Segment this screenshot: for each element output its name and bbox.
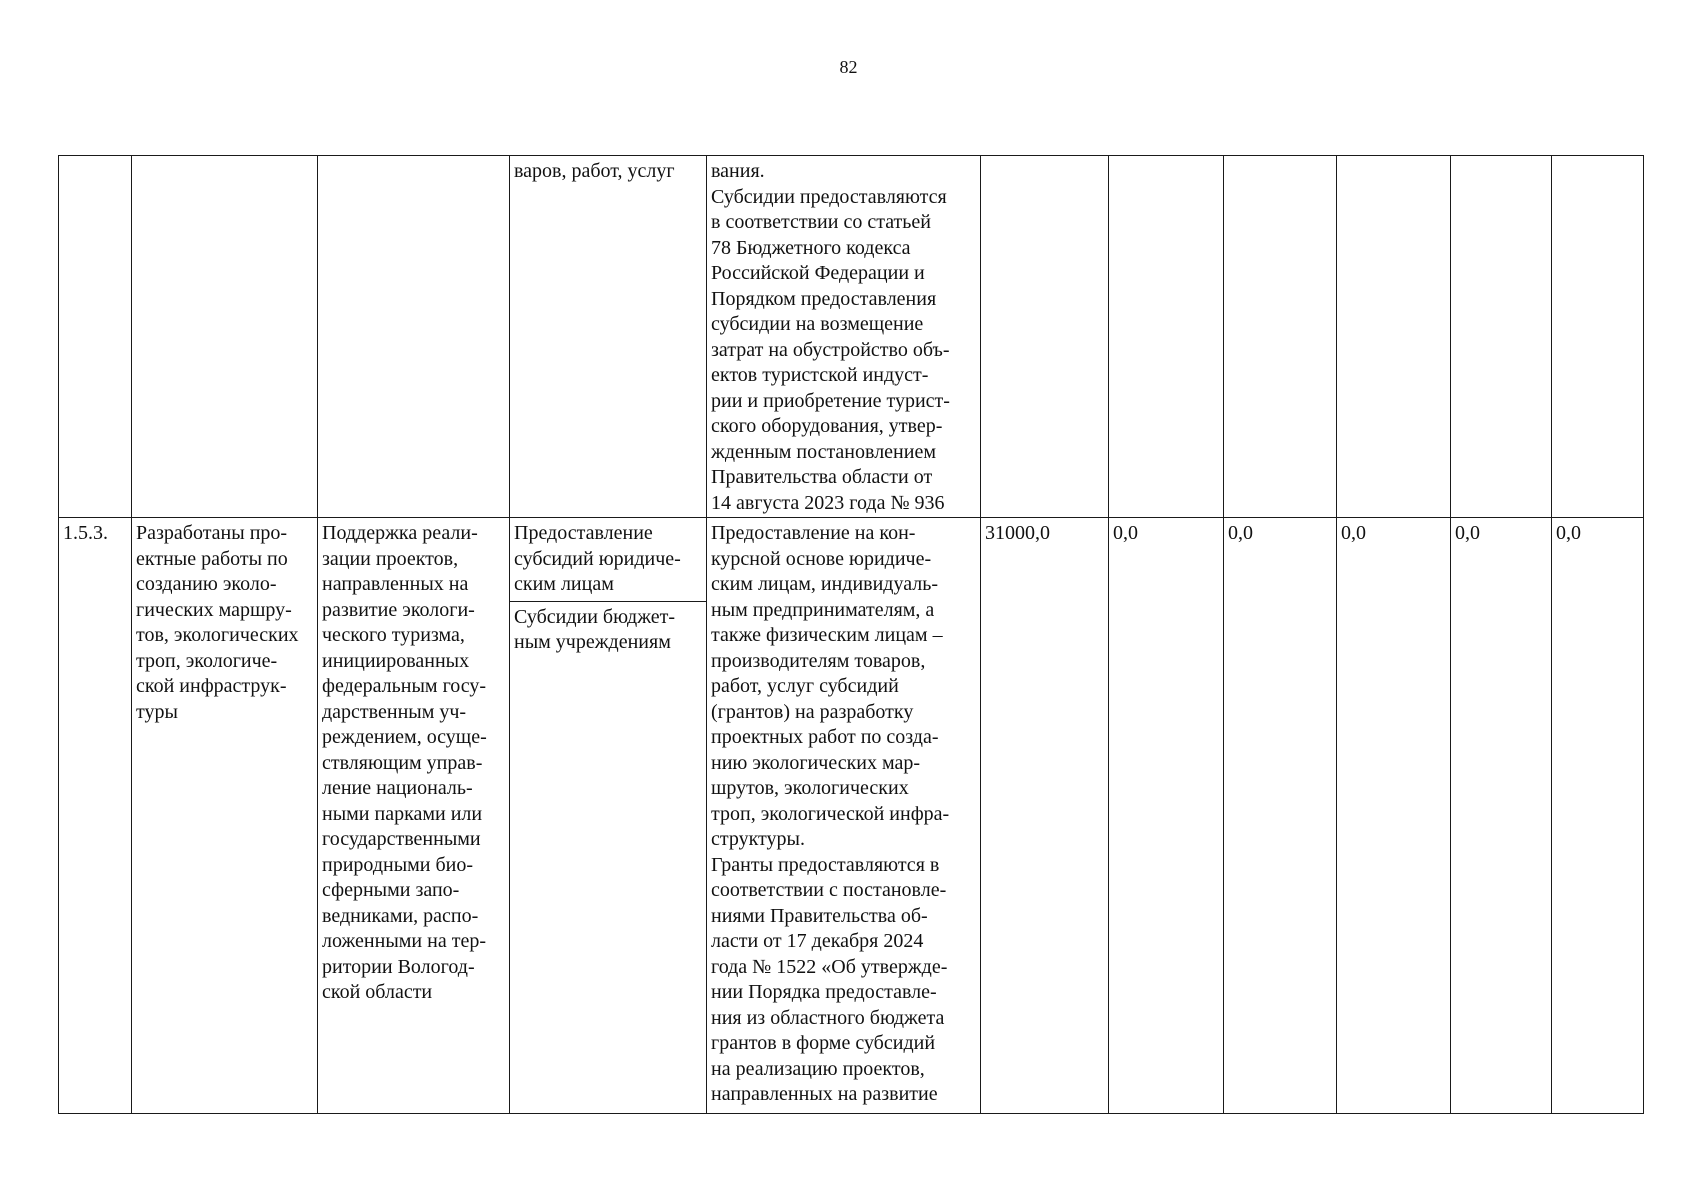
cell-value: 0,0	[1224, 518, 1337, 1114]
text-line: шрутов, экологических	[711, 777, 909, 799]
text-line: грантов в форме субсидий	[711, 1032, 936, 1054]
text-line: государственными	[322, 828, 481, 850]
cell-value	[1224, 156, 1337, 518]
table-row-1-5-3	[59, 518, 1644, 1114]
text-line: ление националь-	[322, 777, 473, 799]
cell-value	[1552, 156, 1644, 518]
text-line: ской области	[322, 981, 433, 1003]
cell-result	[132, 518, 318, 1114]
cell-value: 0,0	[1337, 518, 1451, 1114]
text-line: нию экологических мар-	[711, 751, 921, 774]
text-line: ектов туристской индуст-	[711, 364, 929, 386]
text-line: ского оборудования, утвер-	[711, 415, 943, 437]
text-line: в соответствии со статьей	[711, 211, 931, 233]
text-line: нии Порядка предоставле-	[711, 981, 937, 1003]
program-table	[58, 155, 1644, 1114]
table-row-continuation	[59, 156, 1644, 518]
text-line: ния из областного бюджета	[711, 1006, 945, 1029]
text-line: Субсидии предоставляются	[711, 185, 947, 208]
text-line: ным предпринимателям, а	[711, 598, 935, 621]
text-line: на реализацию проектов,	[711, 1057, 925, 1080]
text-line: соответствии с постановле-	[711, 879, 947, 901]
text-line: варов, работ, услуг	[514, 160, 675, 182]
text-line: Гранты предоставляются в	[711, 853, 940, 876]
cell-number	[59, 518, 132, 1114]
text-line: дарственным уч-	[322, 700, 467, 723]
cell-value	[1109, 156, 1224, 518]
text-line: реждением, осуще-	[322, 726, 487, 748]
text-line: федеральным госу-	[322, 675, 487, 697]
subcell-budget-institutions	[510, 601, 706, 656]
cell-value: 0,0	[1451, 518, 1552, 1114]
text-line: троп, экологической инфра-	[711, 802, 950, 825]
text-line: 14 августа 2023 года № 936	[711, 491, 945, 514]
text-line: тов, экологических	[136, 624, 299, 646]
text-line: проектных работ по созда-	[711, 726, 939, 748]
text-line: Разработаны про-	[136, 522, 288, 544]
text-line: Российской Федерации и	[711, 262, 925, 284]
cell-measure	[318, 156, 510, 518]
cell-measure	[318, 518, 510, 1114]
cell-result	[132, 156, 318, 518]
text-line: субсидий юридиче-	[514, 547, 681, 570]
cell-value	[1451, 156, 1552, 518]
text-line: Поддержка реали-	[322, 522, 478, 544]
text-line: субсидии на возмещение	[711, 313, 924, 335]
text-line: ными парками или	[322, 802, 483, 825]
text-line: Порядком предоставления	[711, 287, 937, 310]
cell-value: 31000,0	[981, 518, 1109, 1114]
text-line: ческого туризма,	[322, 624, 465, 646]
text-line: Правительства области от	[711, 466, 933, 488]
cell-value: 0,0	[1109, 518, 1224, 1114]
text-line: туры	[136, 700, 178, 723]
cell-description	[707, 518, 981, 1114]
text-line: жденным постановлением	[711, 440, 936, 463]
cell-value	[1337, 156, 1451, 518]
text-line: рии и приобретение турист-	[711, 389, 950, 412]
text-line: направленных на развитие	[711, 1083, 938, 1105]
cell-type	[510, 156, 707, 518]
cell-value	[981, 156, 1109, 518]
text-line: года № 1522 «Об утвержде-	[711, 955, 948, 978]
text-line: Субсидии бюджет-	[514, 605, 676, 628]
text-line: также физическим лицам –	[711, 624, 943, 646]
text-line: ектные работы по	[136, 547, 288, 570]
text-line: ствляющим управ-	[322, 751, 483, 774]
text-line: зации проектов,	[322, 547, 459, 570]
cell-description	[707, 156, 981, 518]
text-line: ниями Правительства об-	[711, 904, 928, 927]
subcell-legal-entities	[514, 521, 703, 601]
text-line: сферными запо-	[322, 879, 460, 901]
text-line: ведниками, распо-	[322, 904, 479, 927]
text-line: затрат на обустройство объ-	[711, 338, 950, 361]
text-line: вания.	[711, 160, 765, 182]
text-line: троп, экологиче-	[136, 649, 278, 672]
text-line: Предоставление	[514, 522, 653, 544]
text-line: ритории Вологод-	[322, 955, 475, 978]
text-line: созданию эколо-	[136, 573, 277, 595]
text-line: направленных на	[322, 573, 469, 595]
text-line: 78 Бюджетного кодекса	[711, 236, 911, 259]
text-line: (грантов) на разработку	[711, 700, 914, 723]
text-line: ласти от 17 декабря 2024	[711, 930, 924, 952]
text-line: гических маршру-	[136, 598, 292, 621]
text-line: ским лицам	[514, 573, 614, 595]
text-line: природными био-	[322, 853, 474, 876]
text-line: структуры.	[711, 828, 805, 850]
text-line: ложенными на тер-	[322, 930, 486, 952]
page-number: 82	[839, 57, 858, 77]
text-line: производителям товаров,	[711, 649, 926, 672]
cell-type	[510, 518, 707, 1114]
text-line: ным учреждениям	[514, 631, 671, 653]
text-line: ским лицам, индивидуаль-	[711, 573, 939, 595]
text-line: курсной основе юридиче-	[711, 547, 932, 570]
text-line: работ, услуг субсидий	[711, 675, 899, 697]
item-number: 1.5.3.	[63, 522, 108, 544]
cell-value: 0,0	[1552, 518, 1644, 1114]
cell-number	[59, 156, 132, 518]
text-line: Предоставление на кон-	[711, 522, 916, 544]
text-line: инициированных	[322, 649, 470, 672]
text-line: развитие экологи-	[322, 598, 475, 621]
text-line: ской инфраструк-	[136, 675, 287, 697]
